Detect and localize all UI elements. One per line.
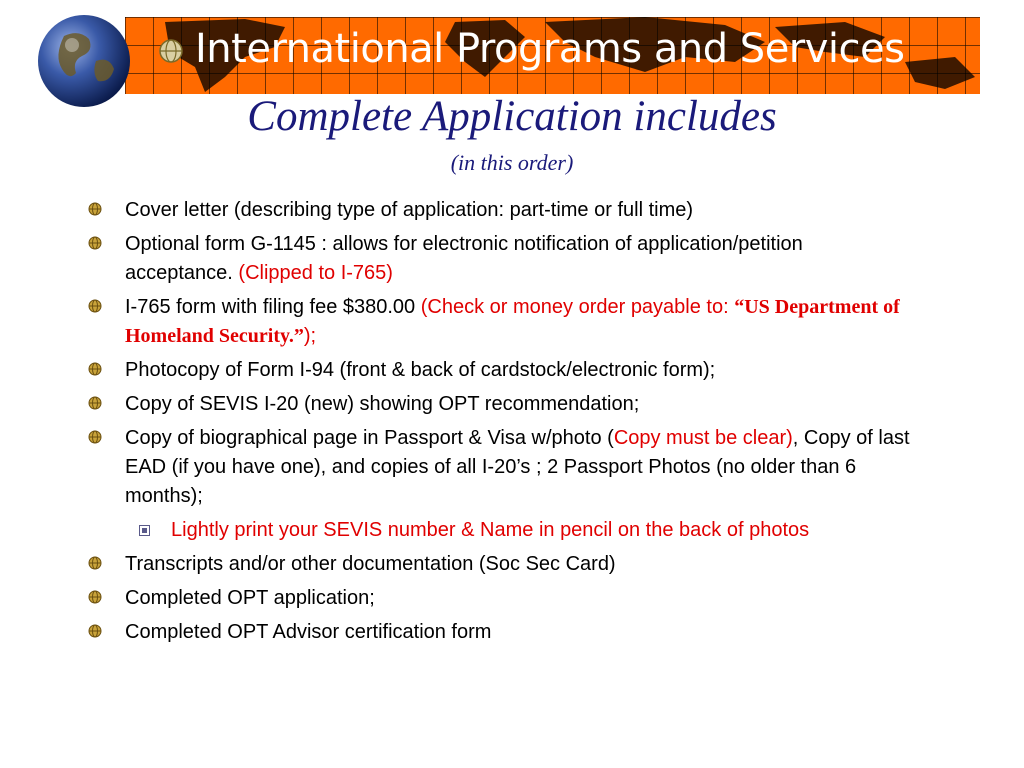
globe-bullet-icon [88,236,102,250]
item-text: I-765 form with filing fee $380.00 [125,296,421,318]
square-bullet-icon [139,525,150,536]
globe-bullet-icon [88,624,102,638]
globe-bullet-icon [88,556,102,570]
list-item [85,618,915,647]
item-text: Copy of SEVIS I-20 (new) showing OPT recommendation; [125,393,640,415]
item-text: Completed OPT application; [125,587,375,609]
header-title: International Programs and Services [195,26,905,72]
globe-bullet-icon [88,396,102,410]
item-note: (Check or money order payable to: [420,296,735,318]
globe-bullet-icon [88,299,102,313]
list-item [85,230,915,288]
item-note: Copy must be clear) [613,427,793,449]
item-note-end: ); [303,325,317,347]
sub-list-item [85,516,915,545]
slide-title: Complete Application includes [247,93,777,140]
globe-bullet-icon [88,362,102,376]
slide-subtitle: (in this order) [450,150,574,175]
item-text-cont: , Copy of last EAD (if you have one), and copies of all I-20’s ; 2 Passport Photos (no older than 6 months); [125,427,910,507]
globe-bullet-icon [88,202,102,216]
item-text: Photocopy of Form I-94 (front & back of cardstock/electronic form); [125,359,716,381]
sub-item-text: Lightly print your SEVIS number & Name in pencil on the back of photos [171,519,810,541]
globe-bullet-icon [88,430,102,444]
payee-name: “US Department of Homeland Security.” [125,296,900,347]
list-item [85,550,915,579]
list-item [85,390,915,419]
item-note: (Clipped to I-765) [238,262,393,284]
item-text: Cover letter (describing type of application: part-time or full time) [125,199,694,221]
list-item [85,424,915,511]
list-item [85,293,915,351]
globe-bullet-icon [158,38,184,64]
list-item [85,356,915,385]
item-text: Transcripts and/or other documentation (Soc Sec Card) [125,553,616,575]
globe-bullet-icon [88,590,102,604]
item-text: Completed OPT Advisor certification form [125,621,492,643]
list-item [85,196,915,225]
item-text: Copy of biographical page in Passport & Visa w/photo ( [125,427,614,449]
item-text: Optional form G-1145 : allows for electronic notification of application/petition acceptance. [125,233,803,284]
list-item [85,584,915,613]
requirements-list [85,196,915,652]
